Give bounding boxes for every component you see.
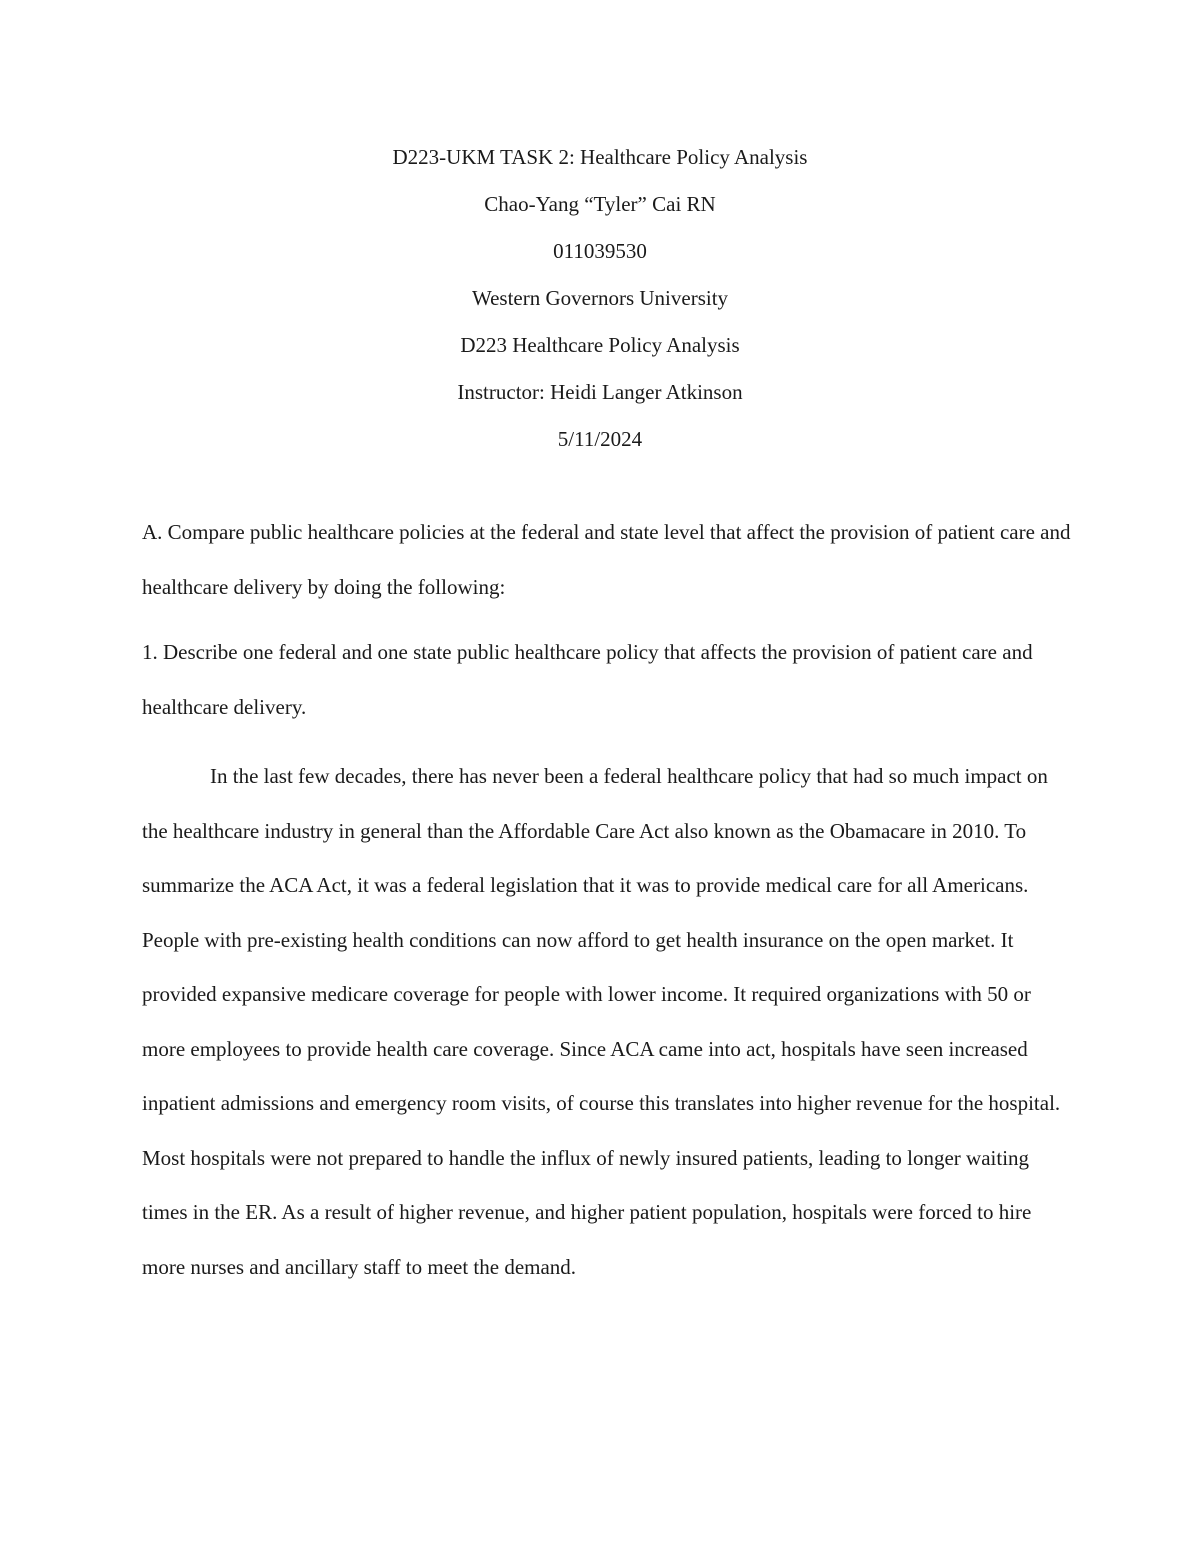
submission-date: 5/11/2024 (557, 427, 643, 451)
document-body (142, 505, 1072, 1294)
title-block (0, 138, 1200, 467)
author-name: Chao-Yang “Tyler” Cai RN (484, 192, 716, 216)
assignment-title: D223-UKM TASK 2: Healthcare Policy Analysis (392, 145, 808, 169)
question-a: A. Compare public healthcare policies at the federal and state level that affect the provision of patient care and healthcare delivery by doing the following: (142, 520, 1071, 599)
body-paragraph: In the last few decades, there has never been a federal healthcare policy that had so much impact on the healthcare industry in general than the Affordable Care Act also known as the Obamacare in 2010. To summarize the ACA Act, it was a federal legislation that it was to provide medical care for all Americans. People with pre-existing health conditions can now afford to get health insurance on the open market. It provided expansive medicare coverage for people with lower income. It required organizations with 50 or more employees to provide health care coverage. Since ACA came into act, hospitals have seen increased inpatient admissions and emergency room visits, of course this translates into higher revenue for the hospital. Most hospitals were not prepared to handle the influx of newly insured patients, leading to longer waiting times in the ER. As a result of higher revenue, and higher patient population, hospitals were forced to hire more nurses and ancillary staff to meet the demand. (142, 764, 1061, 1279)
instructor-name: Instructor: Heidi Langer Atkinson (457, 380, 743, 404)
university-name: Western Governors University (471, 286, 729, 310)
student-id: 011039530 (553, 239, 647, 263)
course-name: D223 Healthcare Policy Analysis (460, 333, 740, 357)
question-1: 1. Describe one federal and one state public healthcare policy that affects the provision of patient care and healthcare delivery. (142, 640, 1033, 719)
